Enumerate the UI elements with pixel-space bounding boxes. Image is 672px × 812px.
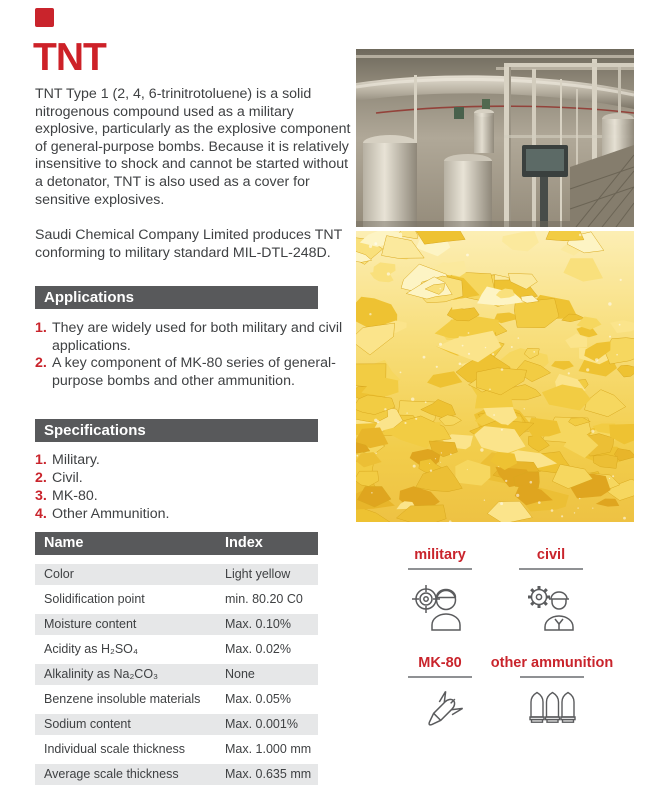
property-name-cell: Solidification point (44, 592, 145, 606)
list-item-text: MK-80. (52, 488, 98, 504)
property-name-cell: Benzene insoluble materials (44, 692, 201, 706)
page-title: TNT (33, 36, 106, 79)
list-item (35, 320, 353, 355)
property-value-cell: Max. 0.10% (225, 617, 292, 631)
producer-paragraph: Saudi Chemical Company Limited produces TNT conforming to military standard MIL-DTL-248D. (35, 227, 343, 261)
intro-paragraph: TNT Type 1 (2, 4, 6-trinitrotoluene) is a solid nitrogenous compound used as a military explosive, particularly as the explosive component of general-purpose bombs. Because it is relatively insensitive to shock and cannot be started without a detonator, TNT is also used as a cover for sensitive explosives. (35, 86, 351, 208)
use-label: MK-80 (418, 655, 462, 671)
list-item (35, 487, 353, 505)
list-item-text: Other Ammunition. (52, 506, 170, 522)
specifications-heading: Specifications (35, 419, 318, 442)
use-cell-mk80 (384, 655, 496, 748)
property-name-cell: Moisture content (44, 617, 137, 631)
use-label: military (414, 547, 466, 563)
use-cell-other-ammunition (490, 655, 614, 734)
list-number: 1. (35, 452, 47, 468)
list-number: 2. (35, 355, 47, 372)
list-number: 3. (35, 488, 47, 504)
list-item (35, 505, 353, 523)
table-row (35, 664, 318, 685)
table-header-row (35, 532, 318, 555)
list-number: 2. (35, 470, 47, 486)
property-value-cell: None (225, 667, 255, 681)
table-row (35, 689, 318, 710)
bomb-icon (414, 691, 466, 743)
list-number: 1. (35, 320, 47, 336)
properties-table (35, 532, 318, 789)
use-cell-civil (495, 547, 607, 636)
label-underline (408, 676, 472, 678)
property-name-cell: Acidity as H₂SO₄ (44, 642, 139, 656)
table-row (35, 614, 318, 635)
table-row (35, 714, 318, 735)
property-name-cell: Average scale thickness (44, 767, 179, 781)
applications-list (35, 320, 353, 390)
list-item-text: They are widely used for both military and civil applications. (52, 320, 343, 354)
column-header-name: Name (44, 535, 84, 551)
specifications-list (35, 451, 353, 523)
table-row (35, 764, 318, 785)
list-number: 4. (35, 506, 47, 522)
property-value-cell: Light yellow (225, 567, 291, 581)
table-row (35, 639, 318, 660)
list-item-text: A key component of MK-80 series of general-purpose bombs and other ammunition. (52, 355, 336, 389)
bullets-icon (528, 691, 576, 729)
use-cell-military (384, 547, 496, 636)
property-name-cell: Color (44, 567, 74, 581)
list-item (35, 451, 353, 469)
property-value-cell: Max. 0.02% (225, 642, 292, 656)
label-underline (408, 568, 472, 570)
applications-heading: Applications (35, 286, 318, 309)
table-row (35, 564, 318, 585)
list-item (35, 355, 353, 390)
property-value-cell: min. 80.20 C0 (225, 592, 303, 606)
logo-mark (35, 8, 54, 27)
list-item (35, 469, 353, 487)
tnt-production-plant-photo (356, 49, 634, 227)
use-label: other ammunition (490, 655, 614, 671)
label-underline (520, 676, 584, 678)
property-name-cell: Alkalinity as Na₂CO₃ (44, 667, 159, 681)
tnt-yellow-flakes-photo (356, 231, 634, 522)
property-name-cell: Sodium content (44, 717, 131, 731)
soldier-target-icon (412, 583, 468, 631)
property-value-cell: Max. 0.635 mm (225, 767, 312, 781)
property-name-cell: Individual scale thickness (44, 742, 186, 756)
table-row (35, 739, 318, 760)
use-label: civil (536, 547, 566, 563)
list-item-text: Civil. (52, 470, 83, 486)
list-item-text: Military. (52, 452, 100, 468)
table-body (35, 564, 318, 785)
property-value-cell: Max. 0.001% (225, 717, 298, 731)
property-value-cell: Max. 1.000 mm (225, 742, 312, 756)
column-header-index: Index (225, 535, 263, 551)
table-row (35, 589, 318, 610)
property-value-cell: Max. 0.05% (225, 692, 292, 706)
engineer-gear-icon (524, 583, 578, 631)
label-underline (519, 568, 583, 570)
